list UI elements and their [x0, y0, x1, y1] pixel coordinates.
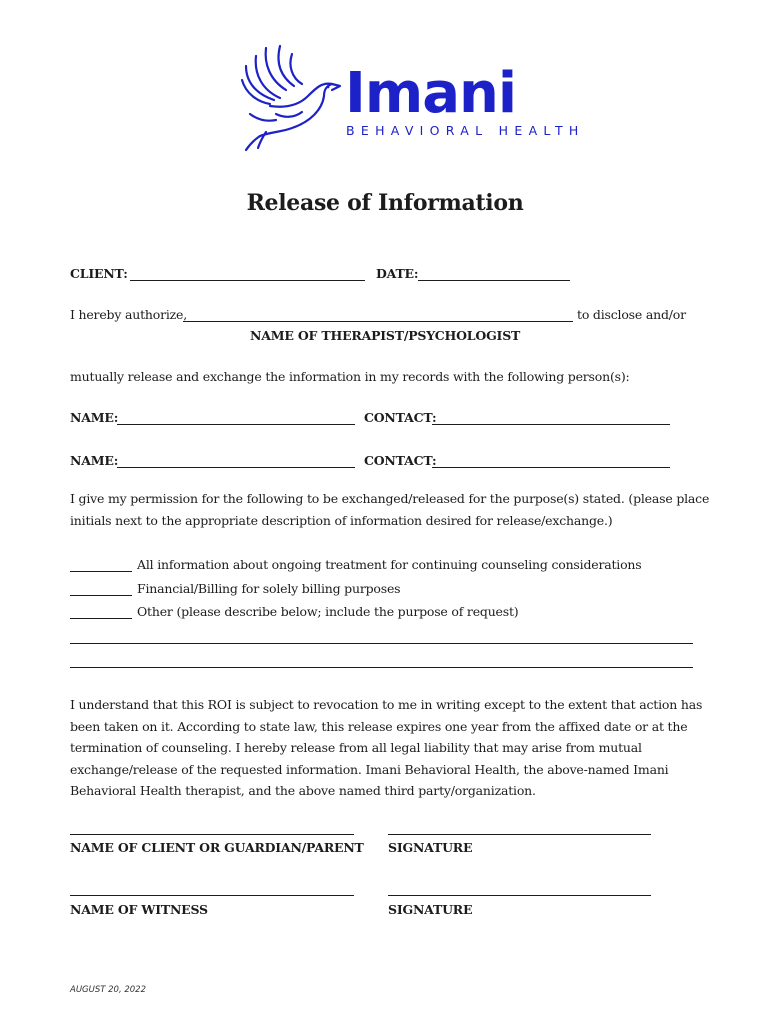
therapist-caption: NAME OF THERAPIST/PSYCHOLOGIST — [250, 328, 521, 343]
other-description-line-2[interactable] — [70, 667, 693, 668]
mutual-release-text: mutually release and exchange the information in my records with the following person(s): — [70, 369, 630, 384]
witness-label: NAME OF WITNESS — [70, 902, 208, 917]
witness-name-line[interactable] — [70, 895, 354, 896]
name-field-2[interactable] — [117, 467, 355, 468]
initials-field-1[interactable] — [70, 571, 132, 572]
name-label-2: NAME: — [70, 453, 119, 468]
client-name-line[interactable] — [70, 834, 354, 835]
logo-wordmark: Imani — [345, 61, 517, 126]
authorize-suffix: to disclose and/or — [577, 307, 686, 322]
witness-signature-line[interactable] — [388, 895, 651, 896]
therapist-name-field[interactable] — [183, 321, 573, 322]
client-guardian-label: NAME OF CLIENT OR GUARDIAN/PARENT — [70, 840, 364, 855]
other-description-line-1[interactable] — [70, 643, 693, 644]
permission-text: I give my permission for the following to be exchanged/released for the purpose(s) stated. (please place initials next to the appropriate description of information desired for release/exchange.) — [70, 491, 710, 528]
contact-label-1: CONTACT: — [364, 410, 437, 425]
contact-field-2[interactable] — [432, 467, 670, 468]
name-field-1[interactable] — [117, 424, 355, 425]
page-title: Release of Information — [246, 190, 524, 216]
footer-date: AUGUST 20, 2022 — [70, 985, 146, 995]
name-label-1: NAME: — [70, 410, 119, 425]
contact-field-1[interactable] — [432, 424, 670, 425]
authorize-prefix: I hereby authorize, — [70, 307, 188, 322]
dove-eye — [327, 86, 330, 89]
initials-field-2[interactable] — [70, 595, 132, 596]
client-label: CLIENT: — [70, 266, 128, 281]
initials-field-3[interactable] — [70, 618, 132, 619]
dove-icon — [236, 44, 346, 154]
logo-subtitle: BEHAVIORAL HEALTH — [346, 123, 585, 138]
understand-text: I understand that this ROI is subject to revocation to me in writing except to the extent that action has been taken on it. According to state law, this release expires one year from the affixed date or at the termination of counseling. I hereby release from all legal liability that may arise from mutual exchange/release of the requested information. Imani Behavioral Health, the above-named Imani Behavioral Health therapist, and the above named third party/organization. — [70, 697, 703, 798]
option-3: Other (please describe below; include the purpose of request) — [137, 604, 519, 619]
date-label: DATE: — [376, 266, 419, 281]
contact-label-2: CONTACT: — [364, 453, 437, 468]
option-2: Financial/Billing for solely billing purposes — [137, 581, 401, 596]
client-field[interactable] — [130, 280, 365, 281]
witness-signature-label: SIGNATURE — [388, 902, 473, 917]
client-signature-line[interactable] — [388, 834, 651, 835]
date-field[interactable] — [418, 280, 570, 281]
option-1: All information about ongoing treatment for continuing counseling considerations — [137, 557, 642, 572]
client-signature-label: SIGNATURE — [388, 840, 473, 855]
